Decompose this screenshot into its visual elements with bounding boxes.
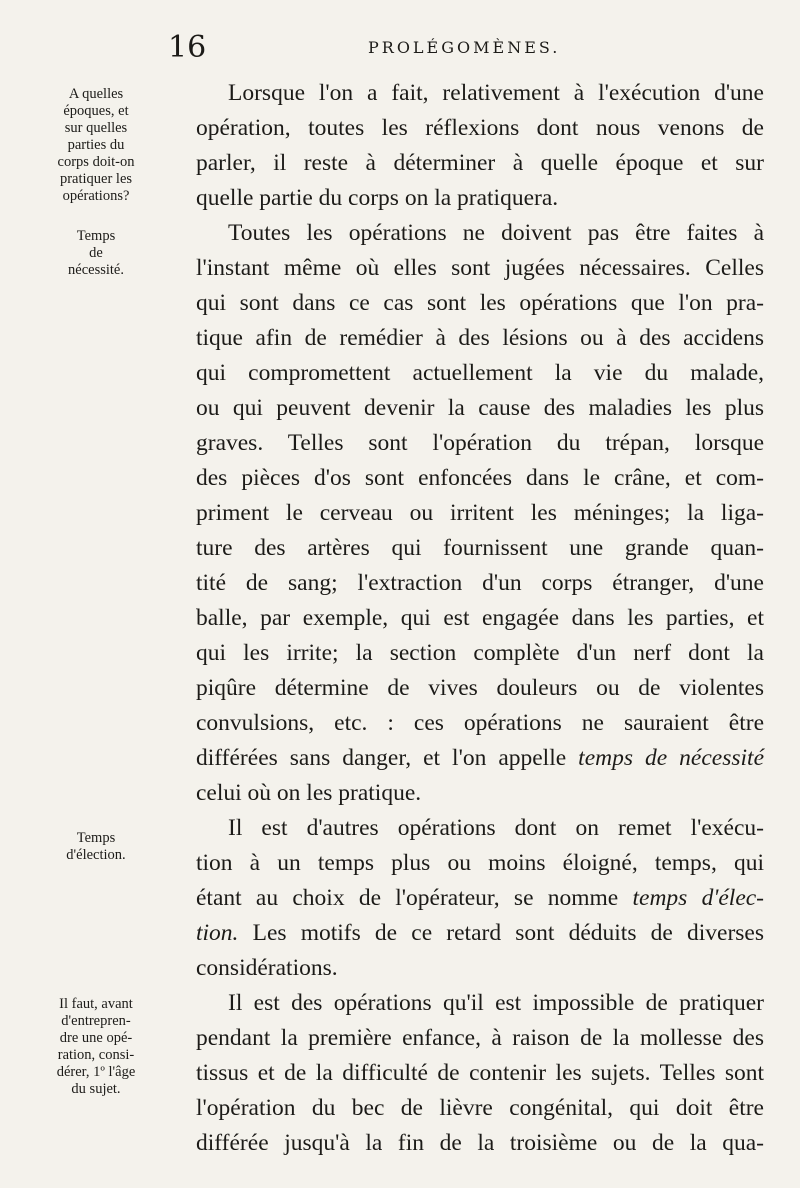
text-line: tité de sang; l'extraction d'un corps étranger, d'une xyxy=(196,570,764,596)
margin-note-line: époques, et xyxy=(63,103,129,119)
margin-note-line: sur quelles xyxy=(64,120,128,136)
text-line: qui les irrite; la section complète d'un nerf dont la xyxy=(196,640,764,666)
margin-note-line: d'entrepren- xyxy=(61,1013,131,1029)
margin-note-line: d'élection. xyxy=(66,847,126,863)
paragraph xyxy=(164,986,764,1161)
text-line: tissus et de la difficulté de contenir les sujets. Telles sont xyxy=(196,1060,764,1086)
margin-note-temps-d-election xyxy=(40,830,152,864)
text-line: Lorsque l'on a fait, relativement à l'exécution d'une xyxy=(228,80,764,106)
text-line: celui où on les pratique. xyxy=(196,780,422,806)
margin-note-when-where xyxy=(40,86,152,205)
text-line: qui compromettent actuellement la vie du malade, xyxy=(196,360,764,386)
text-line: piqûre détermine de vives douleurs ou de violentes xyxy=(196,675,764,701)
margin-note-line: de xyxy=(89,245,103,261)
text-line: Il est des opérations qu'il est impossible de pratiquer xyxy=(228,990,764,1016)
text-line: étant au choix de l'opérateur, se nomme temps d'élec- xyxy=(196,885,764,911)
text-line: l'instant même où elles sont jugées nécessaires. Celles xyxy=(196,255,764,281)
text-line: ou qui peuvent devenir la cause des maladies les plus xyxy=(196,395,764,421)
margin-note-line: corps doit-on xyxy=(57,154,135,170)
running-head: PROLÉGOMÈNES. xyxy=(368,38,561,57)
text-line: différée jusqu'à la fin de la troisième ou de la qua- xyxy=(196,1130,764,1156)
text-line: tique afin de remédier à des lésions ou à des accidens xyxy=(196,325,764,351)
text-line: des pièces d'os sont enfoncées dans le crâne, et com- xyxy=(196,465,764,491)
margin-note-line: Il faut, avant xyxy=(59,996,133,1012)
margin-note-line: ration, consi- xyxy=(57,1047,135,1063)
paragraph xyxy=(164,811,764,986)
margin-note-line: opérations? xyxy=(62,188,130,204)
text-line: convulsions, etc. : ces opérations ne sauraient être xyxy=(196,710,764,736)
margin-note-line: A quelles xyxy=(68,86,124,102)
text-line: pendant la première enfance, à raison de la mollesse des xyxy=(196,1025,764,1051)
text-line: tion. Les motifs de ce retard sont déduits de diverses xyxy=(196,920,764,946)
margin-note-age-du-sujet xyxy=(40,996,152,1098)
text-line: parler, il reste à déterminer à quelle époque et sur xyxy=(196,150,764,176)
text-line: considérations. xyxy=(196,955,338,981)
text-line: ture des artères qui fournissent une grande quan- xyxy=(196,535,764,561)
body-text xyxy=(164,76,764,1161)
margin-note-line: Temps xyxy=(76,228,116,244)
text-line: priment le cerveau ou irritent les méninges; la liga- xyxy=(196,500,764,526)
text-line: l'opération du bec de lièvre congénital, qui doit être xyxy=(196,1095,764,1121)
text-line: Il est d'autres opérations dont on remet l'exécu- xyxy=(228,815,764,841)
margin-note-line: parties du xyxy=(67,137,125,153)
margin-note-line: Temps xyxy=(76,830,116,846)
text-line: Toutes les opérations ne doivent pas être faites à xyxy=(228,220,764,246)
margin-note-temps-de-necessite xyxy=(40,228,152,279)
text-line: balle, par exemple, qui est engagée dans les parties, et xyxy=(196,605,764,631)
text-line: tion à un temps plus ou moins éloigné, temps, qui xyxy=(196,850,764,876)
page-header xyxy=(0,30,800,66)
page-number: 16 xyxy=(168,30,207,65)
margin-note-line: pratiquer les xyxy=(59,171,133,187)
margin-note-line: nécessité. xyxy=(68,262,124,278)
text-line: qui sont dans ce cas sont les opérations que l'on pra- xyxy=(196,290,764,316)
text-line: graves. Telles sont l'opération du trépan, lorsque xyxy=(196,430,764,456)
paragraph xyxy=(164,76,764,216)
text-line: différées sans danger, et l'on appelle temps de nécessité xyxy=(196,745,764,771)
paragraph xyxy=(164,216,764,811)
margin-note-line: dre une opé- xyxy=(59,1030,133,1046)
margin-note-line: dérer, 1º l'âge xyxy=(56,1064,136,1080)
text-line: opération, toutes les réflexions dont nous venons de xyxy=(196,115,764,141)
text-line: quelle partie du corps on la pratiquera. xyxy=(196,185,559,211)
margin-note-line: du sujet. xyxy=(71,1081,121,1097)
